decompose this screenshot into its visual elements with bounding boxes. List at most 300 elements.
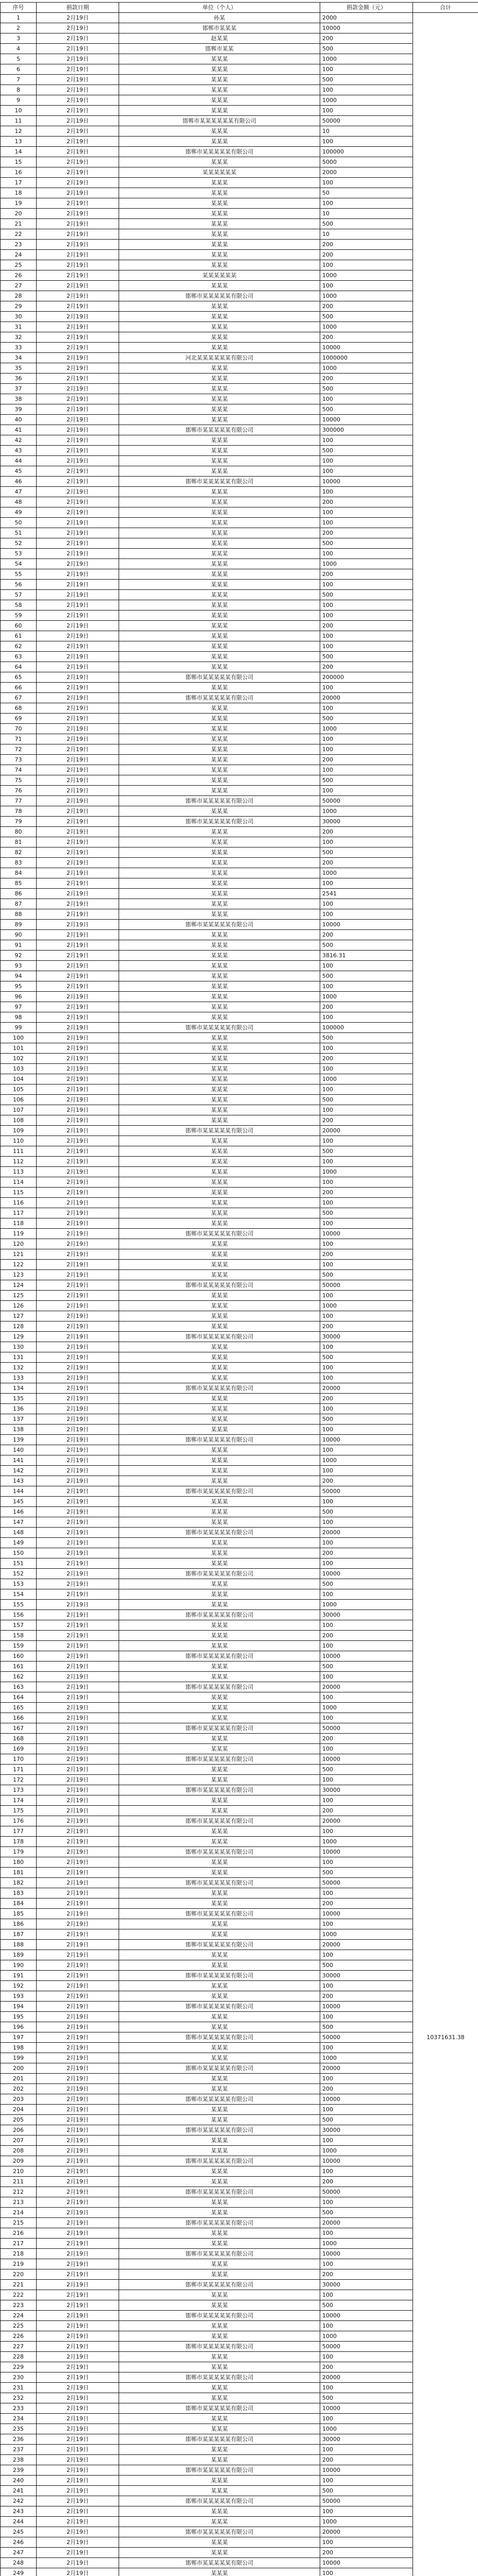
table-row	[1, 404, 478, 415]
cell-donor: 某某某	[119, 1517, 320, 1528]
cell-amount: 1000	[320, 724, 413, 734]
cell-amount: 2000	[320, 167, 413, 178]
cell-serial: 154	[1, 1589, 37, 1600]
cell-date: 2月19日	[37, 1528, 119, 1538]
cell-serial: 134	[1, 1383, 37, 1394]
cell-donor: 某某某	[119, 332, 320, 343]
table-row	[1, 1548, 478, 1558]
cell-donor: 某某某某某某	[119, 167, 320, 178]
table-row	[1, 2455, 478, 2465]
cell-amount: 100	[320, 1064, 413, 1074]
cell-date: 2月19日	[37, 2568, 119, 2576]
cell-date: 2月19日	[37, 971, 119, 981]
table-row	[1, 672, 478, 683]
cell-amount: 500	[320, 1765, 413, 1775]
cell-date: 2月19日	[37, 209, 119, 219]
cell-donor: 某某某	[119, 611, 320, 621]
cell-amount: 1000	[320, 2053, 413, 2063]
cell-date: 2月19日	[37, 477, 119, 487]
cell-donor: 某某某	[119, 219, 320, 229]
cell-serial: 191	[1, 1971, 37, 1981]
cell-donor: 邯郸市某某某某某有限公司	[119, 1569, 320, 1579]
cell-date: 2月19日	[37, 2094, 119, 2105]
cell-serial: 181	[1, 1868, 37, 1878]
table-row	[1, 1950, 478, 1960]
cell-date: 2月19日	[37, 1105, 119, 1115]
cell-amount: 10000	[320, 2465, 413, 2476]
cell-date: 2月19日	[37, 1095, 119, 1105]
cell-amount: 100	[320, 1919, 413, 1929]
cell-donor: 邯郸市某某某某某有限公司	[119, 2496, 320, 2506]
table-row	[1, 2393, 478, 2403]
cell-serial: 249	[1, 2568, 37, 2576]
cell-date: 2月19日	[37, 1425, 119, 1435]
table-row	[1, 1126, 478, 1136]
cell-serial: 9	[1, 95, 37, 106]
cell-donor: 某某某	[119, 1950, 320, 1960]
cell-donor: 邯郸市某某某某某某有限公司	[119, 116, 320, 126]
table-row	[1, 899, 478, 909]
cell-donor: 某某某	[119, 1321, 320, 1332]
cell-amount: 2000	[320, 13, 413, 23]
cell-serial: 107	[1, 1105, 37, 1115]
cell-serial: 175	[1, 1806, 37, 1816]
cell-donor: 某某某	[119, 1929, 320, 1940]
cell-donor: 某某某	[119, 559, 320, 569]
cell-amount: 200	[320, 1631, 413, 1641]
cell-amount: 100	[320, 2197, 413, 2208]
table-row	[1, 2414, 478, 2424]
table-row	[1, 765, 478, 775]
cell-serial: 151	[1, 1558, 37, 1569]
cell-amount: 30000	[320, 817, 413, 827]
table-row	[1, 775, 478, 786]
cell-amount: 100	[320, 961, 413, 971]
cell-amount: 30000	[320, 1610, 413, 1620]
table-row	[1, 940, 478, 951]
cell-date: 2月19日	[37, 188, 119, 198]
cell-date: 2月19日	[37, 1126, 119, 1136]
cell-donor: 邯郸市某某某某某有限公司	[119, 1280, 320, 1291]
cell-date: 2月19日	[37, 1497, 119, 1507]
cell-date: 2月19日	[37, 1971, 119, 1981]
table-row	[1, 1857, 478, 1868]
cell-date: 2月19日	[37, 1239, 119, 1249]
cell-serial: 197	[1, 2032, 37, 2043]
cell-serial: 111	[1, 1146, 37, 1157]
cell-donor: 某某某	[119, 2300, 320, 2311]
cell-amount: 100	[320, 1620, 413, 1631]
cell-date: 2月19日	[37, 1280, 119, 1291]
cell-date: 2月19日	[37, 219, 119, 229]
cell-amount: 100	[320, 2259, 413, 2269]
cell-date: 2月19日	[37, 2249, 119, 2259]
cell-serial: 162	[1, 1672, 37, 1682]
cell-amount: 100	[320, 631, 413, 641]
cell-date: 2月19日	[37, 1414, 119, 1425]
cell-date: 2月19日	[37, 2012, 119, 2022]
table-row	[1, 2208, 478, 2218]
table-row	[1, 1785, 478, 1795]
cell-donor: 某某某	[119, 621, 320, 631]
cell-donor: 某某某	[119, 744, 320, 755]
cell-donor: 某某某	[119, 1239, 320, 1249]
cell-donor: 某某某	[119, 2331, 320, 2342]
cell-donor: 某某某	[119, 714, 320, 724]
table-row	[1, 2300, 478, 2311]
table-row	[1, 1507, 478, 1517]
cell-amount: 100	[320, 2136, 413, 2146]
cell-amount: 500	[320, 2300, 413, 2311]
table-row	[1, 559, 478, 569]
cell-date: 2月19日	[37, 2424, 119, 2434]
cell-amount: 20000	[320, 1528, 413, 1538]
cell-amount: 100	[320, 1981, 413, 1991]
cell-amount: 100	[320, 1157, 413, 1167]
cell-serial: 130	[1, 1342, 37, 1352]
cell-serial: 212	[1, 2187, 37, 2197]
table-row	[1, 75, 478, 85]
cell-amount: 100000	[320, 147, 413, 157]
cell-donor: 某某某	[119, 1507, 320, 1517]
cell-serial: 33	[1, 343, 37, 353]
cell-date: 2月19日	[37, 786, 119, 796]
cell-date: 2月19日	[37, 157, 119, 167]
cell-donor: 某某某	[119, 1414, 320, 1425]
cell-date: 2月19日	[37, 2063, 119, 2074]
cell-donor: 某某某	[119, 2146, 320, 2156]
cell-donor: 某某某	[119, 1188, 320, 1198]
table-row	[1, 497, 478, 507]
table-row	[1, 209, 478, 219]
cell-amount: 100	[320, 1888, 413, 1899]
cell-date: 2月19日	[37, 693, 119, 703]
cell-amount: 30000	[320, 2434, 413, 2445]
cell-donor: 某某某	[119, 940, 320, 951]
cell-serial: 98	[1, 1012, 37, 1023]
cell-serial: 30	[1, 312, 37, 322]
cell-date: 2月19日	[37, 394, 119, 404]
cell-donor: 某某某	[119, 951, 320, 961]
cell-donor: 某某某	[119, 126, 320, 137]
cell-amount: 200	[320, 1899, 413, 1909]
cell-amount: 100	[320, 178, 413, 188]
cell-date: 2月19日	[37, 425, 119, 435]
table-row	[1, 909, 478, 920]
cell-serial: 51	[1, 528, 37, 538]
cell-donor: 孙某	[119, 13, 320, 23]
cell-amount: 30000	[320, 1785, 413, 1795]
cell-date: 2月19日	[37, 1064, 119, 1074]
cell-amount: 50000	[320, 1723, 413, 1734]
cell-donor: 某某某	[119, 85, 320, 95]
cell-donor: 某某某	[119, 2383, 320, 2393]
cell-amount: 30000	[320, 1971, 413, 1981]
table-row	[1, 116, 478, 126]
cell-amount: 500	[320, 848, 413, 858]
cell-serial: 200	[1, 2063, 37, 2074]
table-row	[1, 1476, 478, 1486]
cell-donor: 某某某	[119, 806, 320, 817]
cell-serial: 90	[1, 930, 37, 940]
table-row	[1, 1662, 478, 1672]
cell-donor: 某某某	[119, 652, 320, 662]
cell-amount: 100	[320, 435, 413, 446]
cell-donor: 邯郸市某某某某某有限公司	[119, 2311, 320, 2321]
cell-date: 2月19日	[37, 1084, 119, 1095]
table-row	[1, 1157, 478, 1167]
table-row	[1, 1486, 478, 1497]
cell-date: 2月19日	[37, 2239, 119, 2249]
cell-donor: 某某某	[119, 2424, 320, 2434]
table-row	[1, 1394, 478, 1404]
table-row	[1, 930, 478, 940]
table-row	[1, 1311, 478, 1321]
table-row	[1, 1064, 478, 1074]
cell-serial: 96	[1, 992, 37, 1002]
cell-donor: 某某某	[119, 75, 320, 85]
table-row	[1, 1054, 478, 1064]
table-row	[1, 1023, 478, 1033]
cell-serial: 85	[1, 878, 37, 889]
cell-donor: 邯郸市某某某某某有限公司	[119, 1383, 320, 1394]
cell-serial: 165	[1, 1703, 37, 1713]
cell-date: 2月19日	[37, 1208, 119, 1218]
cell-serial: 18	[1, 188, 37, 198]
cell-donor: 某某某	[119, 1198, 320, 1208]
cell-serial: 16	[1, 167, 37, 178]
table-row	[1, 961, 478, 971]
cell-date: 2月19日	[37, 1538, 119, 1548]
cell-serial: 125	[1, 1291, 37, 1301]
cell-date: 2月19日	[37, 1744, 119, 1754]
table-row	[1, 1971, 478, 1981]
cell-serial: 209	[1, 2156, 37, 2166]
table-row	[1, 1167, 478, 1177]
cell-donor: 某某某	[119, 363, 320, 374]
cell-amount: 100	[320, 1775, 413, 1785]
cell-date: 2月19日	[37, 2455, 119, 2465]
table-row	[1, 1188, 478, 1198]
cell-date: 2月19日	[37, 1600, 119, 1610]
table-row	[1, 1837, 478, 1847]
table-row	[1, 1641, 478, 1651]
cell-amount: 500	[320, 1146, 413, 1157]
cell-donor: 邯郸市某某某某某有限公司	[119, 477, 320, 487]
cell-serial: 152	[1, 1569, 37, 1579]
cell-donor: 邯郸市某某某某某有限公司	[119, 1435, 320, 1445]
cell-date: 2月19日	[37, 2218, 119, 2228]
cell-serial: 48	[1, 497, 37, 507]
cell-amount: 10000	[320, 23, 413, 33]
table-row	[1, 1765, 478, 1775]
cell-donor: 邯郸市某某某某某有限公司	[119, 2218, 320, 2228]
cell-date: 2月19日	[37, 2342, 119, 2352]
cell-date: 2月19日	[37, 446, 119, 456]
cell-donor: 某某某	[119, 1105, 320, 1115]
cell-amount: 1000	[320, 363, 413, 374]
cell-amount: 100	[320, 703, 413, 714]
table-row	[1, 992, 478, 1002]
cell-date: 2月19日	[37, 240, 119, 250]
cell-date: 2月19日	[37, 2372, 119, 2383]
table-row	[1, 270, 478, 281]
cell-serial: 187	[1, 1929, 37, 1940]
table-row	[1, 580, 478, 590]
cell-date: 2月19日	[37, 1703, 119, 1713]
cell-donor: 某某某	[119, 2259, 320, 2269]
cell-serial: 25	[1, 260, 37, 270]
cell-donor: 某某某	[119, 1703, 320, 1713]
cell-donor: 某某某	[119, 580, 320, 590]
table-row	[1, 1754, 478, 1765]
cell-amount: 1000	[320, 54, 413, 64]
cell-date: 2月19日	[37, 1146, 119, 1157]
cell-date: 2月19日	[37, 1569, 119, 1579]
cell-date: 2月19日	[37, 497, 119, 507]
cell-amount: 500	[320, 404, 413, 415]
cell-serial: 136	[1, 1404, 37, 1414]
cell-serial: 24	[1, 250, 37, 260]
cell-amount: 100	[320, 1198, 413, 1208]
table-row	[1, 2002, 478, 2012]
cell-serial: 166	[1, 1713, 37, 1723]
table-header	[1, 3, 478, 13]
cell-donor: 邯郸市某某某某某有限公司	[119, 2280, 320, 2290]
cell-donor: 某某某	[119, 2486, 320, 2496]
cell-serial: 10	[1, 106, 37, 116]
cell-amount: 2541	[320, 889, 413, 899]
cell-amount: 1000	[320, 2517, 413, 2527]
cell-serial: 141	[1, 1455, 37, 1466]
cell-serial: 122	[1, 1260, 37, 1270]
cell-donor: 某某某	[119, 2228, 320, 2239]
cell-serial: 186	[1, 1919, 37, 1929]
cell-donor: 某某某	[119, 827, 320, 837]
cell-date: 2月19日	[37, 2177, 119, 2187]
cell-amount: 100	[320, 106, 413, 116]
table-row	[1, 1084, 478, 1095]
cell-date: 2月19日	[37, 2393, 119, 2403]
table-row	[1, 2548, 478, 2558]
cell-date: 2月19日	[37, 631, 119, 641]
cell-donor: 邯郸市某某某某某有限公司	[119, 1971, 320, 1981]
cell-serial: 59	[1, 611, 37, 621]
cell-date: 2月19日	[37, 611, 119, 621]
cell-serial: 238	[1, 2455, 37, 2465]
cell-date: 2月19日	[37, 1909, 119, 1919]
cell-donor: 某某某	[119, 2074, 320, 2084]
cell-date: 2月19日	[37, 1631, 119, 1641]
cell-date: 2月19日	[37, 75, 119, 85]
cell-amount: 200	[320, 662, 413, 672]
table-row	[1, 981, 478, 992]
cell-amount: 100	[320, 64, 413, 75]
table-body	[1, 13, 478, 2576]
cell-amount: 1000	[320, 1301, 413, 1311]
cell-date: 2月19日	[37, 1054, 119, 1064]
cell-date: 2月19日	[37, 549, 119, 559]
table-row	[1, 1270, 478, 1280]
cell-date: 2月19日	[37, 992, 119, 1002]
cell-amount: 200	[320, 2455, 413, 2465]
cell-date: 2月19日	[37, 621, 119, 631]
cell-amount: 20000	[320, 2372, 413, 2383]
cell-donor: 某某某	[119, 2022, 320, 2032]
table-row	[1, 1517, 478, 1528]
cell-serial: 247	[1, 2548, 37, 2558]
cell-date: 2月19日	[37, 1445, 119, 1455]
cell-amount: 100	[320, 1950, 413, 1960]
cell-amount: 100	[320, 487, 413, 497]
cell-amount: 100	[320, 2012, 413, 2022]
table-row	[1, 1466, 478, 1476]
cell-date: 2月19日	[37, 384, 119, 394]
cell-donor: 某某某	[119, 1084, 320, 1095]
cell-amount: 500	[320, 1095, 413, 1105]
cell-date: 2月19日	[37, 2537, 119, 2548]
cell-donor: 某某某	[119, 1394, 320, 1404]
cell-serial: 63	[1, 652, 37, 662]
cell-amount: 100	[320, 1136, 413, 1146]
table-row	[1, 1352, 478, 1363]
cell-amount: 100	[320, 765, 413, 775]
table-row	[1, 1795, 478, 1806]
cell-date: 2月19日	[37, 1249, 119, 1260]
cell-amount: 5000	[320, 157, 413, 167]
cell-serial: 115	[1, 1188, 37, 1198]
cell-date: 2月19日	[37, 2414, 119, 2424]
cell-amount: 500	[320, 1662, 413, 1672]
table-row	[1, 322, 478, 332]
cell-serial: 58	[1, 600, 37, 611]
cell-donor: 某某某	[119, 1806, 320, 1816]
table-row	[1, 2063, 478, 2074]
cell-date: 2月19日	[37, 848, 119, 858]
cell-serial: 47	[1, 487, 37, 497]
cell-date: 2月19日	[37, 672, 119, 683]
cell-serial: 217	[1, 2239, 37, 2249]
table-row	[1, 1342, 478, 1352]
cell-donor: 某某某	[119, 786, 320, 796]
cell-amount: 1000	[320, 322, 413, 332]
cell-amount: 100	[320, 2568, 413, 2576]
cell-date: 2月19日	[37, 1198, 119, 1208]
cell-serial: 44	[1, 456, 37, 466]
table-row	[1, 1919, 478, 1929]
cell-serial: 70	[1, 724, 37, 734]
cell-amount: 100	[320, 394, 413, 404]
cell-serial: 120	[1, 1239, 37, 1249]
cell-amount: 500	[320, 1579, 413, 1589]
cell-amount: 100	[320, 909, 413, 920]
cell-donor: 某某某	[119, 322, 320, 332]
cell-serial: 228	[1, 2352, 37, 2362]
cell-donor: 某某某	[119, 2239, 320, 2249]
header-row	[1, 3, 478, 13]
cell-date: 2月19日	[37, 250, 119, 260]
table-row	[1, 2084, 478, 2094]
table-row	[1, 1425, 478, 1435]
table-row	[1, 1043, 478, 1054]
table-row	[1, 1610, 478, 1620]
cell-donor: 某某某	[119, 2115, 320, 2125]
cell-amount: 100	[320, 456, 413, 466]
cell-serial: 147	[1, 1517, 37, 1528]
cell-date: 2月19日	[37, 2259, 119, 2269]
cell-date: 2月19日	[37, 2228, 119, 2239]
table-row	[1, 1569, 478, 1579]
